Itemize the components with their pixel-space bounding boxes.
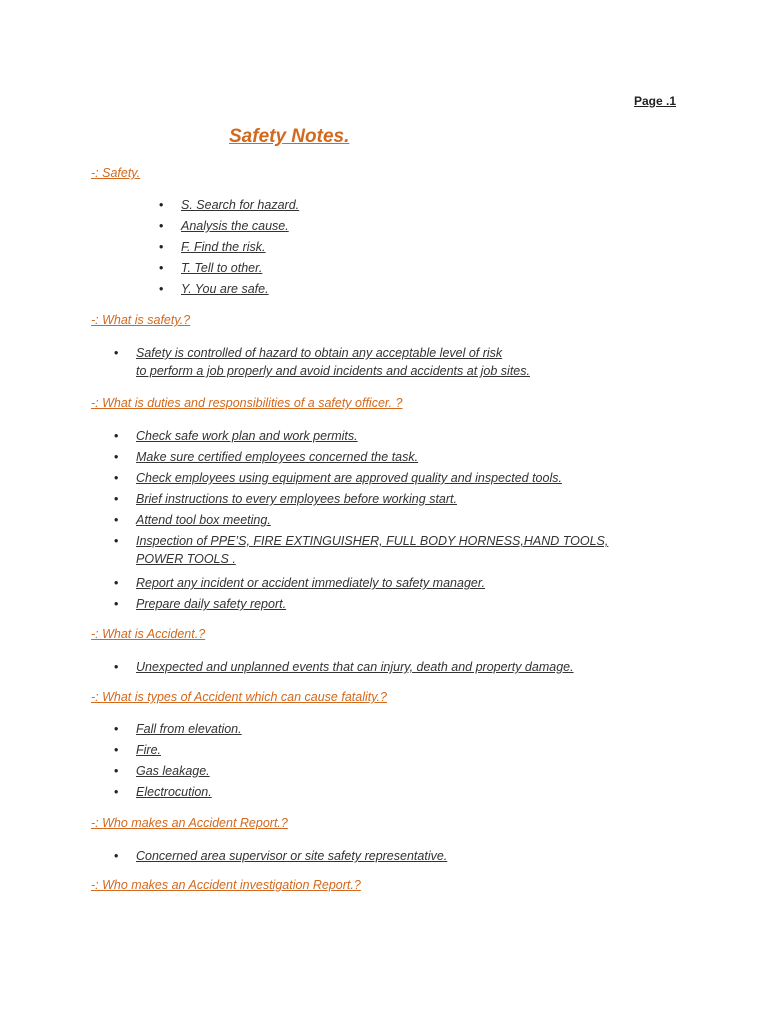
- bullet-icon: •: [114, 513, 119, 527]
- bullet-icon: •: [114, 849, 119, 863]
- list-item: • Check safe work plan and work permits.: [114, 429, 358, 443]
- list-item: • Report any incident or accident immediately to safety manager.: [114, 576, 486, 590]
- section-heading-accident-report: -: Who makes an Accident Report.?: [91, 816, 288, 830]
- bullet-icon: •: [114, 471, 119, 485]
- bullet-icon: •: [114, 743, 119, 757]
- bullet-icon: •: [159, 240, 164, 254]
- bullet-icon: •: [114, 450, 119, 464]
- what-is-safety-list: [114, 344, 530, 386]
- list-item: • Fall from elevation.: [114, 722, 242, 736]
- list-item: • Inspection of PPE’S, FIRE EXTINGUISHER, FULL BODY HORNESS,HAND TOOLS, POWER TOOLS .: [114, 534, 609, 566]
- section-heading-duties: -: What is duties and responsibilities of a safety officer. ?: [91, 396, 403, 410]
- bullet-icon: •: [114, 764, 119, 778]
- list-item: • Unexpected and unplanned events that can injury, death and property damage.: [114, 660, 574, 674]
- bullet-icon: •: [114, 534, 119, 548]
- bullet-icon: •: [114, 722, 119, 736]
- bullet-icon: •: [114, 597, 119, 611]
- list-item: • Analysis the cause.: [159, 219, 289, 233]
- list-item: • Check employees using equipment are approved quality and inspected tools.: [114, 471, 562, 485]
- bullet-icon: •: [159, 219, 164, 233]
- accident-report-list: [114, 847, 448, 868]
- list-item: • Make sure certified employees concerned the task.: [114, 450, 419, 464]
- list-item: • Safety is controlled of hazard to obtain any acceptable level of risk to perform a job properly and avoid incidents and accidents at job sites.: [114, 346, 530, 378]
- section-heading-what-is-safety: -: What is safety.?: [91, 313, 191, 327]
- bullet-icon: •: [159, 282, 164, 296]
- list-item: • Attend tool box meeting.: [114, 513, 271, 527]
- bullet-icon: •: [114, 429, 119, 443]
- bullet-icon: •: [159, 261, 164, 275]
- section-heading-investigation-report: -: Who makes an Accident investigation Report.?: [91, 878, 361, 892]
- bullet-icon: •: [114, 660, 119, 674]
- list-item: • Y. You are safe.: [159, 282, 269, 296]
- list-item: • Electrocution.: [114, 785, 212, 799]
- section-heading-accident-types: -: What is types of Accident which can cause fatality.?: [91, 690, 387, 704]
- page-title: Safety Notes.: [229, 126, 350, 147]
- accident-types-list: [114, 720, 242, 804]
- list-item: • Brief instructions to every employees before working start.: [114, 492, 457, 506]
- bullet-icon: •: [114, 346, 119, 360]
- list-item: • Prepare daily safety report.: [114, 597, 287, 611]
- duties-list: [114, 427, 609, 616]
- bullet-icon: •: [114, 785, 119, 799]
- list-item: • F. Find the risk.: [159, 240, 266, 254]
- list-item: • Fire.: [114, 743, 161, 757]
- list-item: • T. Tell to other.: [159, 261, 263, 275]
- section-heading-accident: -: What is Accident.?: [91, 627, 206, 641]
- bullet-icon: •: [114, 576, 119, 590]
- list-item: • Concerned area supervisor or site safety representative.: [114, 849, 448, 863]
- page-number: Page .1: [634, 94, 677, 108]
- bullet-icon: •: [114, 492, 119, 506]
- section-heading-safety: -: Safety.: [91, 166, 141, 180]
- accident-definition-list: [114, 658, 574, 679]
- safety-acronym-list: [159, 196, 300, 301]
- bullet-icon: •: [159, 198, 164, 212]
- list-item: • S. Search for hazard.: [159, 198, 300, 212]
- list-item: • Gas leakage.: [114, 764, 210, 778]
